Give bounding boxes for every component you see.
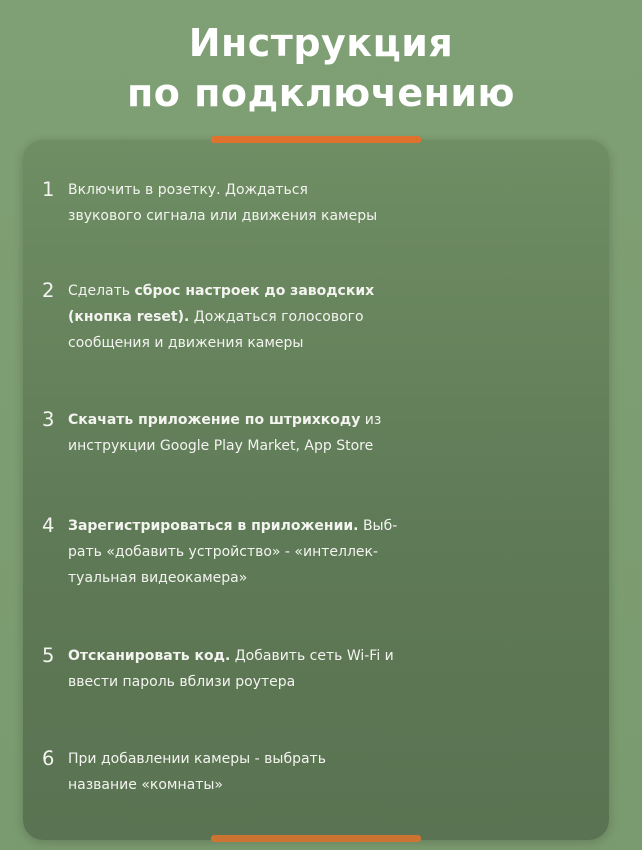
step-line <box>68 669 608 695</box>
step-text-part: Выб- <box>358 518 398 534</box>
step-line <box>68 539 608 565</box>
step-line <box>68 407 608 433</box>
step-text <box>68 513 608 591</box>
step-text-part: ввести пароль вблизи роутера <box>68 674 296 690</box>
step-text <box>68 278 608 356</box>
step-line <box>68 330 608 356</box>
step-text <box>68 177 608 229</box>
step-line <box>68 565 608 591</box>
step-text <box>68 746 608 798</box>
page-title <box>0 18 642 118</box>
step-number: 5 <box>42 644 55 667</box>
step-line <box>68 772 608 798</box>
title-line-1: Инструкция <box>188 21 454 65</box>
step-line <box>68 746 608 772</box>
step-text-part: Сделать <box>68 283 135 299</box>
step-line <box>68 433 608 459</box>
title-underline-accent <box>211 136 421 143</box>
step-line <box>68 177 608 203</box>
step-text-part: название «комнаты» <box>68 777 223 793</box>
step-number: 3 <box>42 408 55 431</box>
step-line <box>68 304 608 330</box>
step-number: 6 <box>42 747 55 770</box>
step-line <box>68 278 608 304</box>
step-text-bold: (кнопка reset). <box>68 309 190 325</box>
step-text <box>68 407 608 459</box>
step-line <box>68 643 608 669</box>
step-text-bold: сброс настроек до заводских <box>134 283 375 299</box>
title-line-2: по подключению <box>127 71 515 115</box>
step-text <box>68 643 608 695</box>
step-text-part: При добавлении камеры - выбрать <box>68 751 326 767</box>
step-text-bold: Скачать приложение по штрихкоду <box>68 412 361 428</box>
step-text-part: Добавить сеть Wi-Fi и <box>230 648 394 664</box>
step-text-bold: Отсканировать код. <box>68 648 231 664</box>
step-number: 4 <box>42 514 55 537</box>
step-text-part: звукового сигнала или движения камеры <box>68 208 378 224</box>
step-text-bold: Зарегистрироваться в приложении. <box>68 518 359 534</box>
instructions-card <box>23 140 609 840</box>
step-text-part: Включить в розетку. Дождаться <box>68 182 308 198</box>
step-text-part: туальная видеокамера» <box>68 570 248 586</box>
step-number: 2 <box>42 279 55 302</box>
step-text-part: рать «добавить устройство» - «интеллек- <box>68 544 379 560</box>
bottom-accent-bar <box>211 835 421 842</box>
step-line <box>68 513 608 539</box>
step-text-part: сообщения и движения камеры <box>68 335 304 351</box>
step-text-part: Дождаться голосового <box>189 309 364 325</box>
step-number: 1 <box>42 178 55 201</box>
step-text-part: из <box>360 412 382 428</box>
step-line <box>68 203 608 229</box>
step-text-part: инструкции Google Play Market, App Store <box>68 438 374 454</box>
